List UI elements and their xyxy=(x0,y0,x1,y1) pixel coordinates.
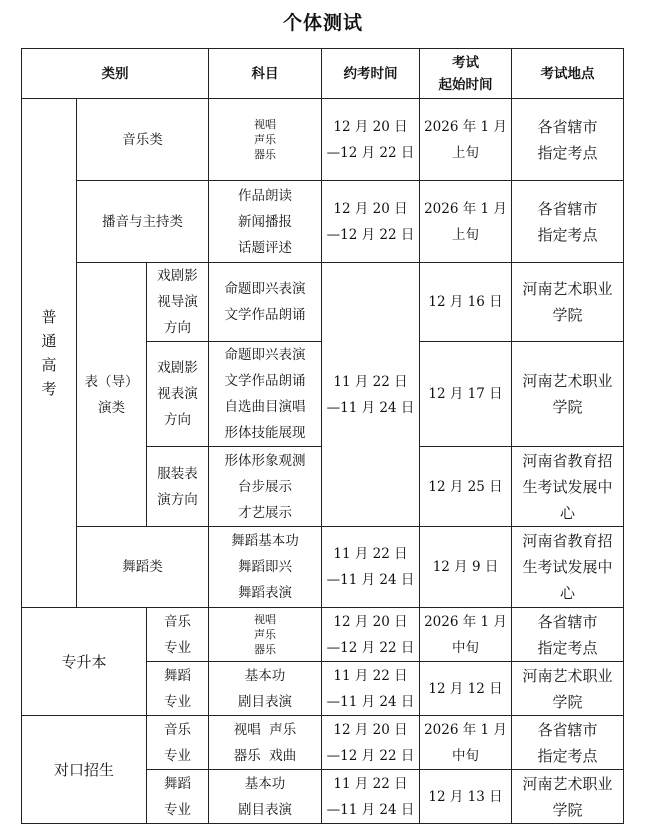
subjects: 命题即兴表演 文学作品朗诵 自选曲目演唱 形体技能展现 xyxy=(209,342,322,447)
table-row xyxy=(22,263,624,342)
booking-time: 11 月 22 日 —11 月 24 日 xyxy=(322,662,420,716)
direction-name: 戏剧影 视表演 方向 xyxy=(147,342,209,447)
category-broadcast: 播音与主持类 xyxy=(77,181,209,263)
booking-time: 12 月 20 日 —12 月 22 日 xyxy=(322,181,420,263)
page-title: 个体测试 xyxy=(282,12,363,34)
exam-start: 12 月 16 日 xyxy=(420,263,512,342)
subjects: 视唱 声乐 器乐 xyxy=(209,608,322,662)
exam-location: 河南艺术职业 学院 xyxy=(512,662,624,716)
header-exam-start: 考试 起始时间 xyxy=(420,49,512,99)
table-row xyxy=(22,181,624,263)
exam-start: 12 月 12 日 xyxy=(420,662,512,716)
subjects: 命题即兴表演 文学作品朗诵 xyxy=(209,263,322,342)
exam-start: 2026 年 1 月 中旬 xyxy=(420,608,512,662)
booking-time: 12 月 20 日 —12 月 22 日 xyxy=(322,608,420,662)
subjects: 形体形象观测 台步展示 才艺展示 xyxy=(209,447,322,527)
exam-location: 河南艺术职业 学院 xyxy=(512,263,624,342)
subjects: 视唱 声乐 器乐 xyxy=(209,99,322,181)
category-dance: 舞蹈类 xyxy=(77,527,209,608)
subjects: 作品朗读 新闻播报 话题评述 xyxy=(209,181,322,263)
table-row xyxy=(22,608,624,662)
subjects: 基本功 剧目表演 xyxy=(209,662,322,716)
exam-start: 12 月 17 日 xyxy=(420,342,512,447)
category-voc-dance: 舞蹈 专业 xyxy=(147,770,209,824)
exam-location: 河南省教育招 生考试发展中 心 xyxy=(512,527,624,608)
exam-start: 2026 年 1 月 中旬 xyxy=(420,716,512,770)
exam-location: 各省辖市 指定考点 xyxy=(512,181,624,263)
exam-start: 2026 年 1 月 上旬 xyxy=(420,99,512,181)
direction-name: 服装表 演方向 xyxy=(147,447,209,527)
table-row xyxy=(22,99,624,181)
header-location: 考试地点 xyxy=(512,49,624,99)
category-upgrade-music: 音乐 专业 xyxy=(147,608,209,662)
booking-time: 11 月 22 日 —11 月 24 日 xyxy=(322,770,420,824)
subjects: 基本功 剧目表演 xyxy=(209,770,322,824)
exam-location: 各省辖市 指定考点 xyxy=(512,608,624,662)
exam-start: 12 月 13 日 xyxy=(420,770,512,824)
booking-time: 11 月 22 日 —11 月 24 日 xyxy=(322,263,420,527)
booking-time: 11 月 22 日 —11 月 24 日 xyxy=(322,527,420,608)
exam-location: 各省辖市 指定考点 xyxy=(512,99,624,181)
subjects: 舞蹈基本功 舞蹈即兴 舞蹈表演 xyxy=(209,527,322,608)
booking-time: 12 月 20 日 —12 月 22 日 xyxy=(322,716,420,770)
group-vocational: 对口招生 xyxy=(22,716,147,824)
header-row xyxy=(22,49,624,99)
subjects: 视唱 声乐 器乐 戏曲 xyxy=(209,716,322,770)
group-regular: 普 通 高 考 xyxy=(22,99,77,608)
exam-location: 各省辖市 指定考点 xyxy=(512,716,624,770)
category-voc-music: 音乐 专业 xyxy=(147,716,209,770)
table-row xyxy=(22,716,624,770)
exam-schedule-table xyxy=(21,48,624,824)
exam-start: 2026 年 1 月 上旬 xyxy=(420,181,512,263)
category-performing: 表（导） 演类 xyxy=(77,263,147,527)
header-category: 类别 xyxy=(22,49,209,99)
category-upgrade-dance: 舞蹈 专业 xyxy=(147,662,209,716)
exam-start: 12 月 9 日 xyxy=(420,527,512,608)
category-music: 音乐类 xyxy=(77,99,209,181)
table-row xyxy=(22,527,624,608)
direction-name: 戏剧影 视导演 方向 xyxy=(147,263,209,342)
exam-start: 12 月 25 日 xyxy=(420,447,512,527)
booking-time: 12 月 20 日 —12 月 22 日 xyxy=(322,99,420,181)
exam-location: 河南省教育招 生考试发展中 心 xyxy=(512,447,624,527)
exam-location: 河南艺术职业 学院 xyxy=(512,770,624,824)
header-subject: 科目 xyxy=(209,49,322,99)
header-booking-time: 约考时间 xyxy=(322,49,420,99)
group-upgrade: 专升本 xyxy=(22,608,147,716)
exam-location: 河南艺术职业 学院 xyxy=(512,342,624,447)
